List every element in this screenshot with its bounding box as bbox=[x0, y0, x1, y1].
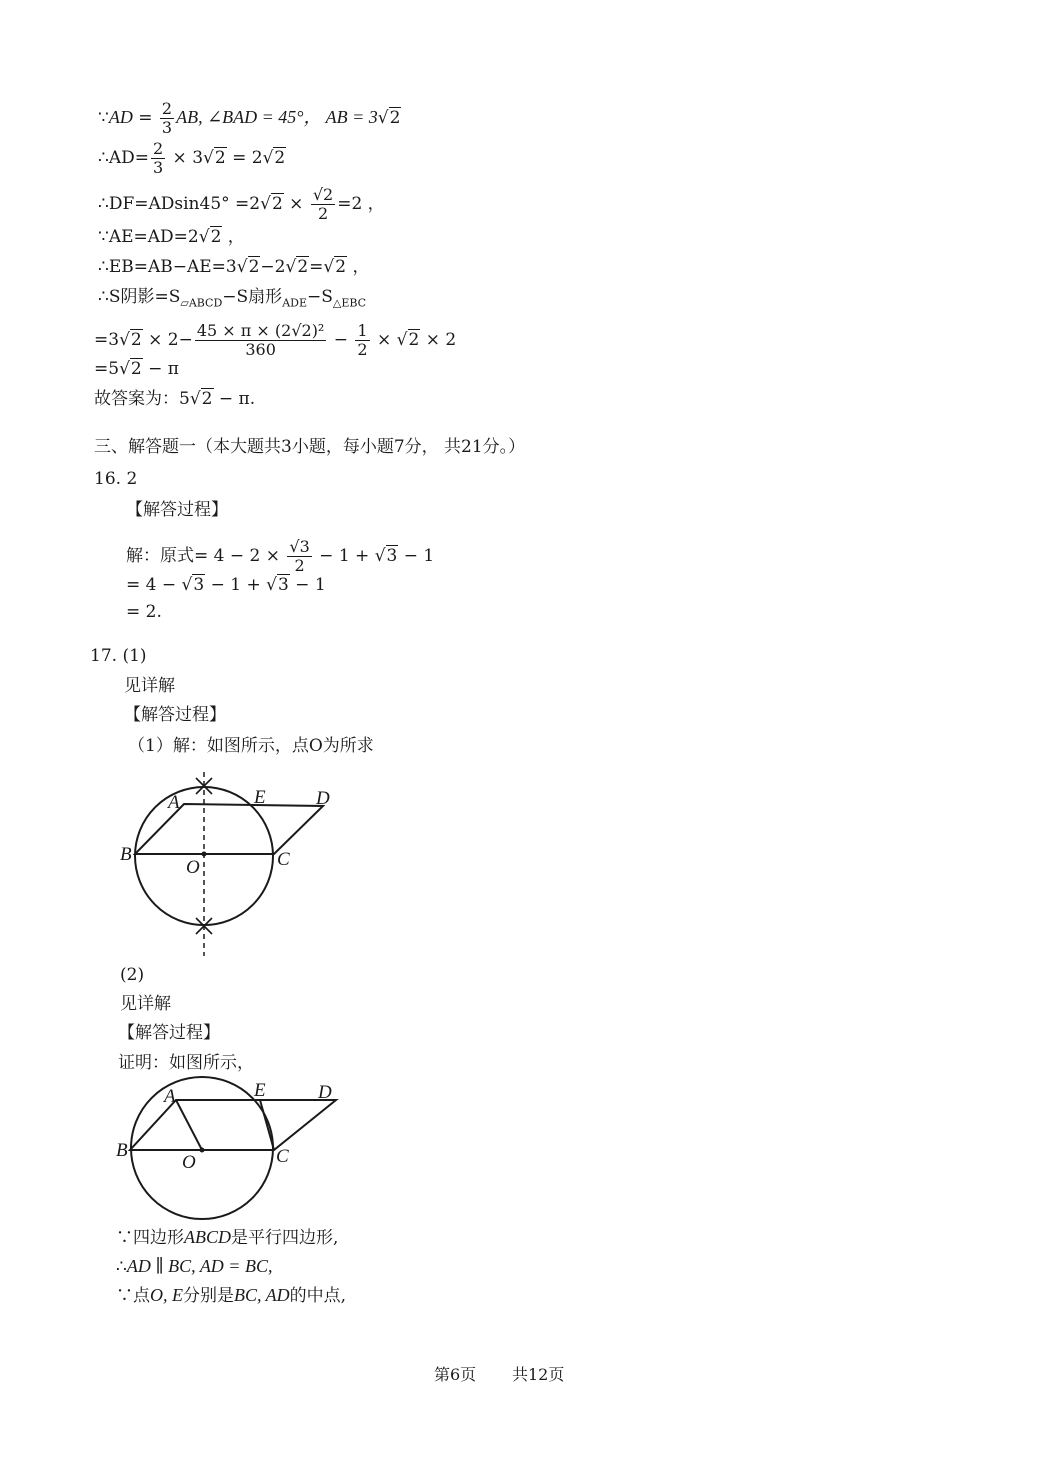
step-ad-value: ∴AD= $\frac{2}{3}$ × 3√2 = 2√2 bbox=[98, 139, 286, 177]
q17-bracket-label-1: 【解答过程】 bbox=[124, 705, 226, 725]
q16-line2: = 4 − √3 − 1 + √3 − 1 bbox=[126, 575, 326, 595]
footer-total-pages: 共12页 bbox=[512, 1365, 565, 1384]
step-shaded-area: ∴S阴影$=S_{▱ABCD}-S$扇形$_{ADE}-S_{\triangle EBC}$ bbox=[98, 287, 367, 310]
figure-1-construction bbox=[110, 770, 350, 960]
footer-page-number: 第6页 bbox=[434, 1365, 477, 1384]
q17-solution-1: （1）解：如图所示，点O为所求 bbox=[128, 736, 374, 756]
figure-2-proof bbox=[108, 1074, 348, 1224]
proof-line-3: ∵点O, E分别是BC, AD的中点, bbox=[116, 1285, 347, 1306]
fig1-label-a: A bbox=[168, 792, 180, 813]
answer-line: 故答案为：5√2 − π. bbox=[94, 389, 256, 409]
q16-bracket-label: 【解答过程】 bbox=[126, 500, 228, 520]
step-ae: ∵AE=AD=2√2 ， bbox=[98, 227, 245, 247]
q16-line3: = 2. bbox=[126, 602, 162, 622]
q17-part2-number: (2) bbox=[120, 965, 145, 985]
step-df: ∴DF=ADsin45° =2√2 × $\frac{√2}{2}$ =2 ， bbox=[98, 185, 385, 223]
proof-line-2: ∴AD ∥ BC, AD = BC, bbox=[116, 1256, 273, 1277]
fig1-label-c: C bbox=[277, 849, 290, 870]
q16-line1: 解：原式= 4 − 2 × $\frac{√3}{2}$ − 1 + √3 − 1 bbox=[126, 537, 435, 575]
q17-see-details-2: 见详解 bbox=[120, 994, 171, 1014]
step-result: =5√2 − π bbox=[94, 359, 179, 379]
fig1-parallelogram bbox=[135, 804, 323, 854]
step-ad-ratio: ∵AD = $\frac{2}{3}$ AB, ∠BAD = 45°， AB = 3√2 bbox=[98, 99, 401, 137]
fig2-label-d: D bbox=[318, 1082, 332, 1103]
fig2-label-a: A bbox=[164, 1086, 176, 1107]
fig1-point-o bbox=[202, 852, 207, 857]
fig2-label-c: C bbox=[276, 1146, 289, 1167]
fig2-label-o: O bbox=[182, 1152, 196, 1173]
proof-line-1: ∵四边形ABCD是平行四边形, bbox=[116, 1227, 339, 1248]
step-eb: ∴EB=AB−AE=3√2−2√2=√2 ， bbox=[98, 257, 370, 277]
fig1-label-b: B bbox=[120, 844, 132, 865]
q17-see-details-1: 见详解 bbox=[124, 676, 175, 696]
fig2-segment-ao bbox=[176, 1100, 202, 1150]
fig2-segment-ec bbox=[260, 1100, 274, 1150]
fig1-label-e: E bbox=[254, 787, 266, 808]
q17-number: 17. (1) bbox=[90, 646, 147, 666]
q16-number: 16. 2 bbox=[94, 469, 138, 489]
step-area-calc: =3√2 × 2− $\frac{\text{45 × π × (2√2)²}}{360}$ − $\frac{1}{2}$ × √2 × 2 bbox=[94, 321, 457, 359]
fig2-label-b: B bbox=[116, 1140, 128, 1161]
q17-bracket-label-2: 【解答过程】 bbox=[118, 1023, 220, 1043]
fig2-label-e: E bbox=[254, 1080, 266, 1101]
fig1-label-o: O bbox=[186, 857, 200, 878]
fig2-parallelogram bbox=[130, 1100, 336, 1150]
q17-proof-intro: 证明：如图所示， bbox=[118, 1053, 254, 1073]
fig2-point-o bbox=[200, 1148, 205, 1153]
fig1-label-d: D bbox=[316, 788, 330, 809]
section-heading: 三、解答题一（本大题共3小题，每小题7分， 共21分。） bbox=[94, 437, 526, 457]
